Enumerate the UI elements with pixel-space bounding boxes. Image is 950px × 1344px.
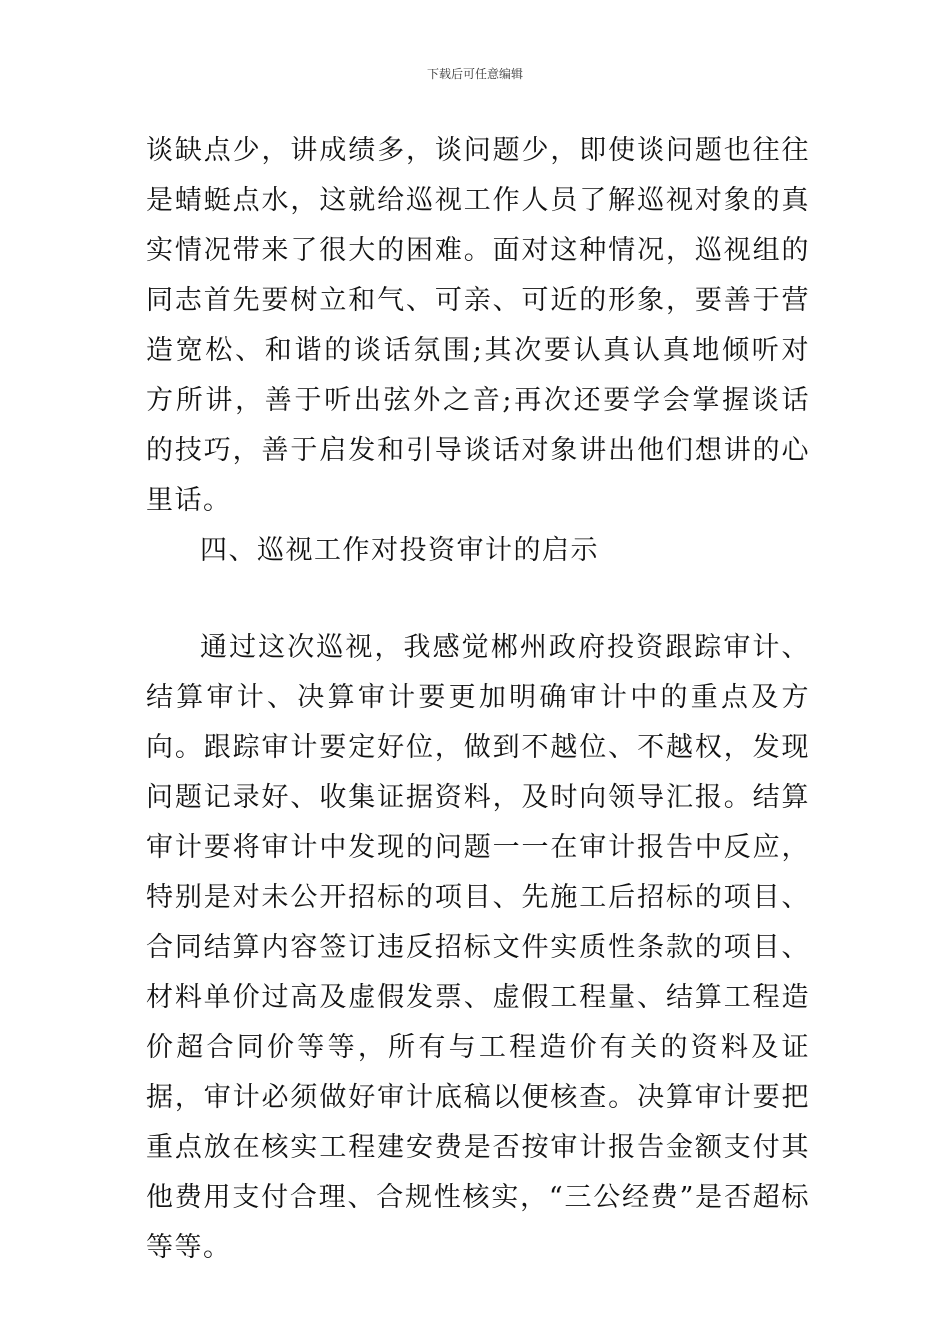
body-paragraph-1: 谈缺点少，讲成绩多，谈问题少，即使谈问题也往往是蜻蜓点水，这就给巡视工作人员了解巡视对象的真实情况带来了很大的困难。面对这种情况，巡视组的同志首先要树立和气、可亲、可近的形象，要善于营造宽松、和谐的谈话氛围;其次要认真认真地倾听对方所讲，善于听出弦外之音;再次还要学会掌握谈话的技巧，善于启发和引导谈话对象讲出他们想讲的心里话。 — [146, 135, 810, 516]
body-paragraph-2: 通过这次巡视，我感觉郴州政府投资跟踪审计、结算审计、决算审计要更加明确审计中的重点及方向。跟踪审计要定好位，做到不越位、不越权，发现问题记录好、收集证据资料，及时向领导汇报。结算审计要将审计中发现的问题一一在审计报告中反应，特别是对未公开招标的项目、先施工后招标的项目、合同结算内容签订违反招标文件实质性条款的项目、材料单价过高及虚假发票、虚假工程量、结算工程造价超合同价等等，所有与工程造价有关的资料及证据，审计必须做好审计底稿以便核查。决算审计要把重点放在核实工程建安费是否按审计报告金额支付其他费用支付合理、合规性核实，“三公经费”是否超标等等。 — [146, 632, 810, 1263]
section-heading: 四、巡视工作对投资审计的启示 — [200, 535, 599, 566]
page-header: 下载后可任意编辑 — [426, 67, 523, 81]
